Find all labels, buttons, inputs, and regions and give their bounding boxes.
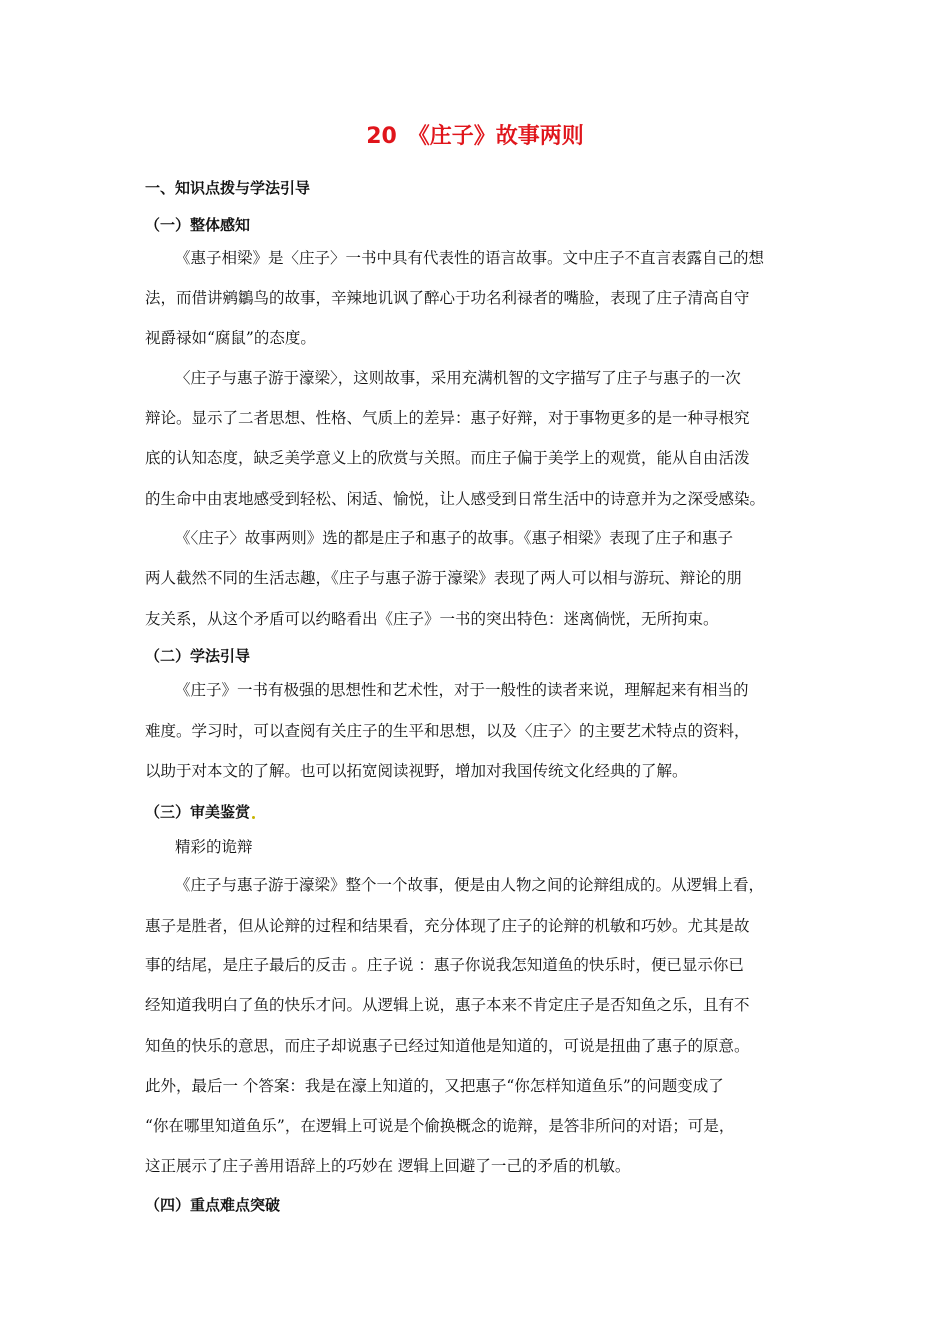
paragraph-line: 这正展示了庄子善用语辞上的巧妙在 逻辑上回避了一己的矛盾的机敏。: [145, 1157, 631, 1175]
paragraph-line: “你在哪里知道鱼乐”，在逻辑上可说是个偷换概念的诡辩，是答非所问的对语；可是，: [145, 1117, 735, 1135]
paragraph-line: 《庄子》一书有极强的思想性和艺术性，对于一般性的读者来说，理解起来有相当的: [175, 681, 749, 699]
paragraph-line: 底的认知态度，缺乏美学意义上的欣赏与关照。而庄子偏于美学上的观赏，能从自由活泼: [145, 449, 750, 467]
paragraph-line: 此外，最后一 个答案：我是在濠上知道的，又把惠子“你怎样知道鱼乐”的问题变成了: [145, 1077, 724, 1095]
paragraph-line: 《〈庄子〉故事两则》选的都是庄子和惠子的故事。《惠子相梁》表现了庄子和惠子: [175, 529, 734, 547]
paragraph-line: 两人截然不同的生活志趣，《庄子与惠子游于濠梁》表现了两人可以相与游玩、辩论的朋: [145, 569, 742, 587]
decorative-dot: [252, 816, 255, 819]
paragraph-line: 事的结尾，是庄子最后的反击 。庄子说 ：惠子你说我怎知道鱼的快乐时，便已显示你已: [145, 956, 744, 974]
paragraph-line: 以助于对本文的了解。也可以拓宽阅读视野，增加对我国传统文化经典的了解。: [145, 762, 688, 780]
section-subtitle: 精彩的诡辩: [175, 838, 253, 856]
paragraph-line: 辩论。显示了二者思想、性格、气质上的差异：惠子好辩，对于事物更多的是一种寻根究: [145, 409, 750, 427]
subheading-overall-perception: （一）整体感知: [145, 216, 251, 234]
paragraph-line: 的生命中由衷地感受到轻松、闲适、愉悦，让人感受到日常生活中的诗意并为之深受感染。: [145, 490, 766, 508]
subheading-study-method: （二）学法引导: [145, 647, 251, 665]
paragraph-line: 友关系，从这个矛盾可以约略看出《庄子》一书的突出特色：迷离倘恍，无所拘束。: [145, 610, 719, 628]
paragraph-line: 惠子是胜者，但从论辩的过程和结果看，充分体现了庄子的论辩的机敏和巧妙。尤其是故: [145, 917, 750, 935]
paragraph-line: 视爵禄如“腐鼠”的态度。: [145, 329, 316, 347]
section-heading-knowledge: 一、知识点拨与学法引导: [145, 179, 311, 197]
paragraph-line: 难度。学习时，可以查阅有关庄子的生平和思想，以及〈庄子〉的主要艺术特点的资料，: [145, 722, 750, 740]
paragraph-line: 法，而借讲鹓鶵鸟的故事，辛辣地讥讽了醉心于功名利禄者的嘴脸，表现了庄子清高自守: [145, 289, 750, 307]
paragraph-line: 知鱼的快乐的意思，而庄子却说惠子已经过知道他是知道的，可说是扭曲了惠子的原意。: [145, 1037, 750, 1055]
paragraph-line: 经知道我明白了鱼的快乐才问。从逻辑上说，惠子本来不肯定庄子是否知鱼之乐，且有不: [145, 996, 750, 1014]
subheading-text: （三）审美鉴赏: [145, 803, 251, 821]
paragraph-line: 《惠子相梁》是〈庄子〉一书中具有代表性的语言故事。文中庄子不直言表露自己的想: [175, 249, 765, 267]
paragraph-line: 〈庄子与惠子游于濠梁〉，这则故事，采用充满机智的文字描写了庄子与惠子的一次: [175, 369, 741, 387]
subheading-aesthetic-appreciation: [145, 802, 255, 822]
document-title: 20 《庄子》故事两则: [366, 124, 584, 149]
paragraph-line: 《庄子与惠子游于濠梁》整个一个故事，便是由人物之间的论辩组成的。从逻辑上看，: [175, 876, 765, 894]
subheading-key-difficulties: （四）重点难点突破: [145, 1196, 281, 1214]
